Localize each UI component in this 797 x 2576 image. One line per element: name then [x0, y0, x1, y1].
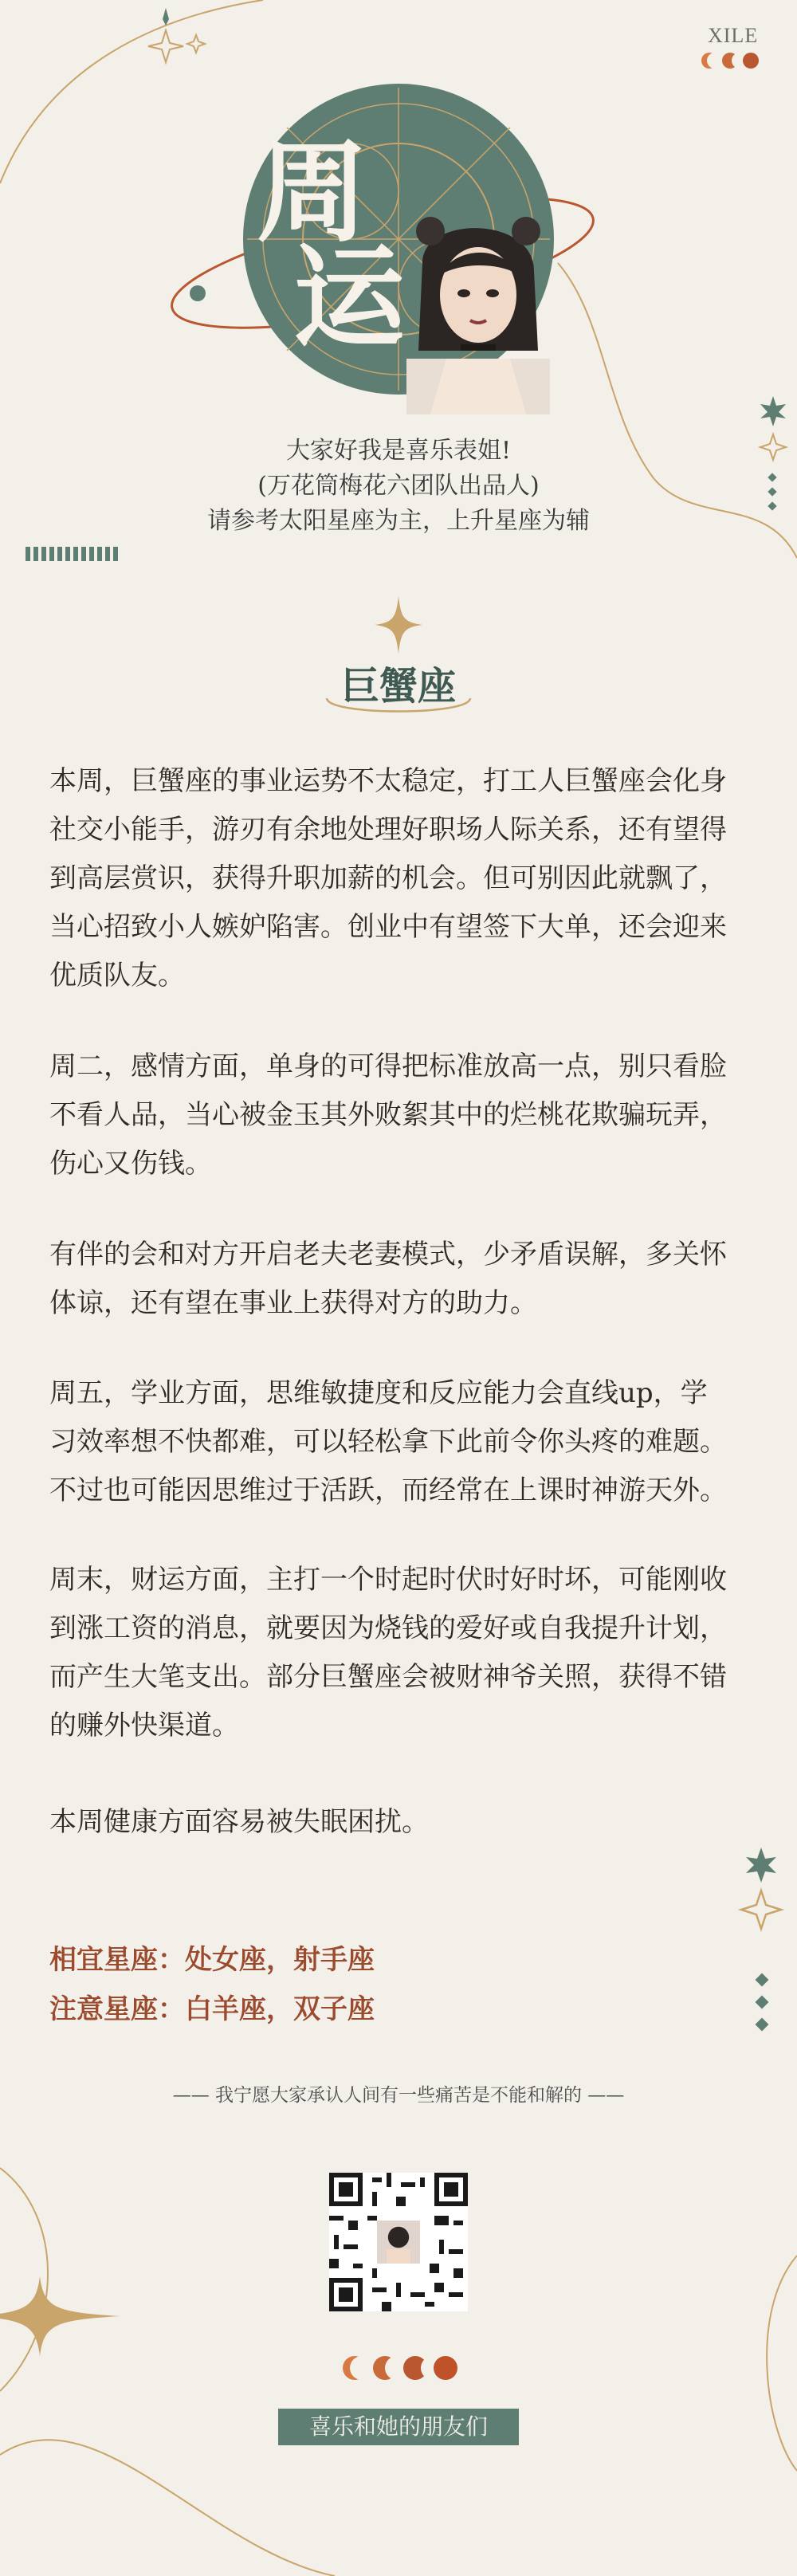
quote-line: —— 我宁愿大家承认人间有一些痛苦是不能和解的 —— — [172, 2085, 625, 2106]
text-line: 不看人品，当心被金玉其外败絮其中的烂桃花欺骗玩弄， — [49, 1099, 727, 1131]
compat-good: 相宜星座：处女座，射手座 — [49, 1944, 375, 1976]
text-line: 伤心又伤钱。 — [49, 1148, 212, 1180]
compat-block — [49, 1935, 375, 2034]
paragraph-6 — [49, 1798, 751, 1847]
text-line: 而产生大笔支出。部分巨蟹座会被财神爷关照，获得不错 — [49, 1661, 727, 1693]
intro-line-2: (万花筒梅花六团队出品人) — [257, 472, 540, 500]
text-line: 的赚外快渠道。 — [49, 1710, 239, 1742]
text-line: 周末，财运方面，主打一个时起时伏时好时坏，可能刚收 — [49, 1564, 727, 1596]
text-line: 本周健康方面容易被失眠困扰。 — [49, 1806, 429, 1838]
star-icon — [733, 1841, 789, 2040]
sparkle-icon — [375, 596, 422, 654]
moon-icon — [373, 2356, 397, 2380]
paragraph-2 — [49, 1043, 751, 1188]
footer-label: 喜乐和她的朋友们 — [278, 2409, 519, 2445]
text-line: 周五，学业方面，思维敏捷度和反应能力会直线up，学 — [49, 1377, 708, 1409]
text-line: 不过也可能因思维过于活跃，而经常在上课时神游天外。 — [49, 1475, 727, 1506]
sparkle-icon — [143, 8, 215, 72]
paragraph-4 — [49, 1369, 751, 1515]
brand-label: XILE — [708, 24, 759, 47]
sign-title: 巨蟹座 — [340, 664, 456, 709]
text-line: 到高层赏识，获得升职加薪的机会。但可别因此就飘了， — [49, 862, 727, 894]
intro-line-3: 请参考太阳星座为主，上升星座为辅 — [207, 507, 590, 535]
text-line: 到涨工资的消息，就要因为烧钱的爱好或自我提升计划， — [49, 1612, 727, 1644]
paragraph-1 — [49, 757, 751, 1000]
moon-icon — [343, 2356, 367, 2380]
text-line: 当心招致小人嫉妒陷害。创业中有望签下大单，还会迎来 — [49, 911, 727, 943]
text-line: 有伴的会和对方开启老夫老妻模式，少矛盾误解，多关怀 — [49, 1239, 727, 1270]
moon-icon — [701, 53, 717, 69]
moon-icon — [403, 2356, 427, 2380]
text-line: 优质队友。 — [49, 960, 185, 992]
qr-code[interactable] — [329, 2173, 468, 2311]
text-line: 本周，巨蟹座的事业运势不太稳定，打工人巨蟹座会化身 — [49, 765, 727, 797]
intro-line-1: 大家好我是喜乐表姐! — [285, 437, 512, 465]
text-line: 体谅，还有望在事业上获得对方的助力。 — [49, 1287, 537, 1319]
moon-icon — [743, 53, 759, 69]
text-line: 社交小能手，游刃有余地处理好职场人际关系，还有望得 — [49, 814, 727, 846]
compat-caution: 注意星座：白羊座，双子座 — [49, 1993, 375, 2025]
title-char-2: 运 — [293, 233, 406, 363]
moon-icon — [434, 2356, 457, 2380]
paragraph-3 — [49, 1231, 751, 1328]
moon-icon — [722, 53, 738, 69]
moon-row-bottom — [343, 2356, 457, 2380]
intro-block — [0, 434, 797, 539]
title-char-1: 周 — [257, 128, 369, 258]
text-line: 周二，感情方面，单身的可得把标准放高一点，别只看脸 — [49, 1050, 727, 1082]
paragraph-5 — [49, 1556, 751, 1750]
moon-row-top — [701, 53, 759, 69]
sparkle-icon — [0, 2276, 120, 2356]
barcode-mark — [26, 547, 121, 563]
text-line: 习效率想不快都难，可以轻松拿下此前令你头疼的难题。 — [49, 1426, 727, 1458]
avatar-illustration — [398, 199, 558, 414]
